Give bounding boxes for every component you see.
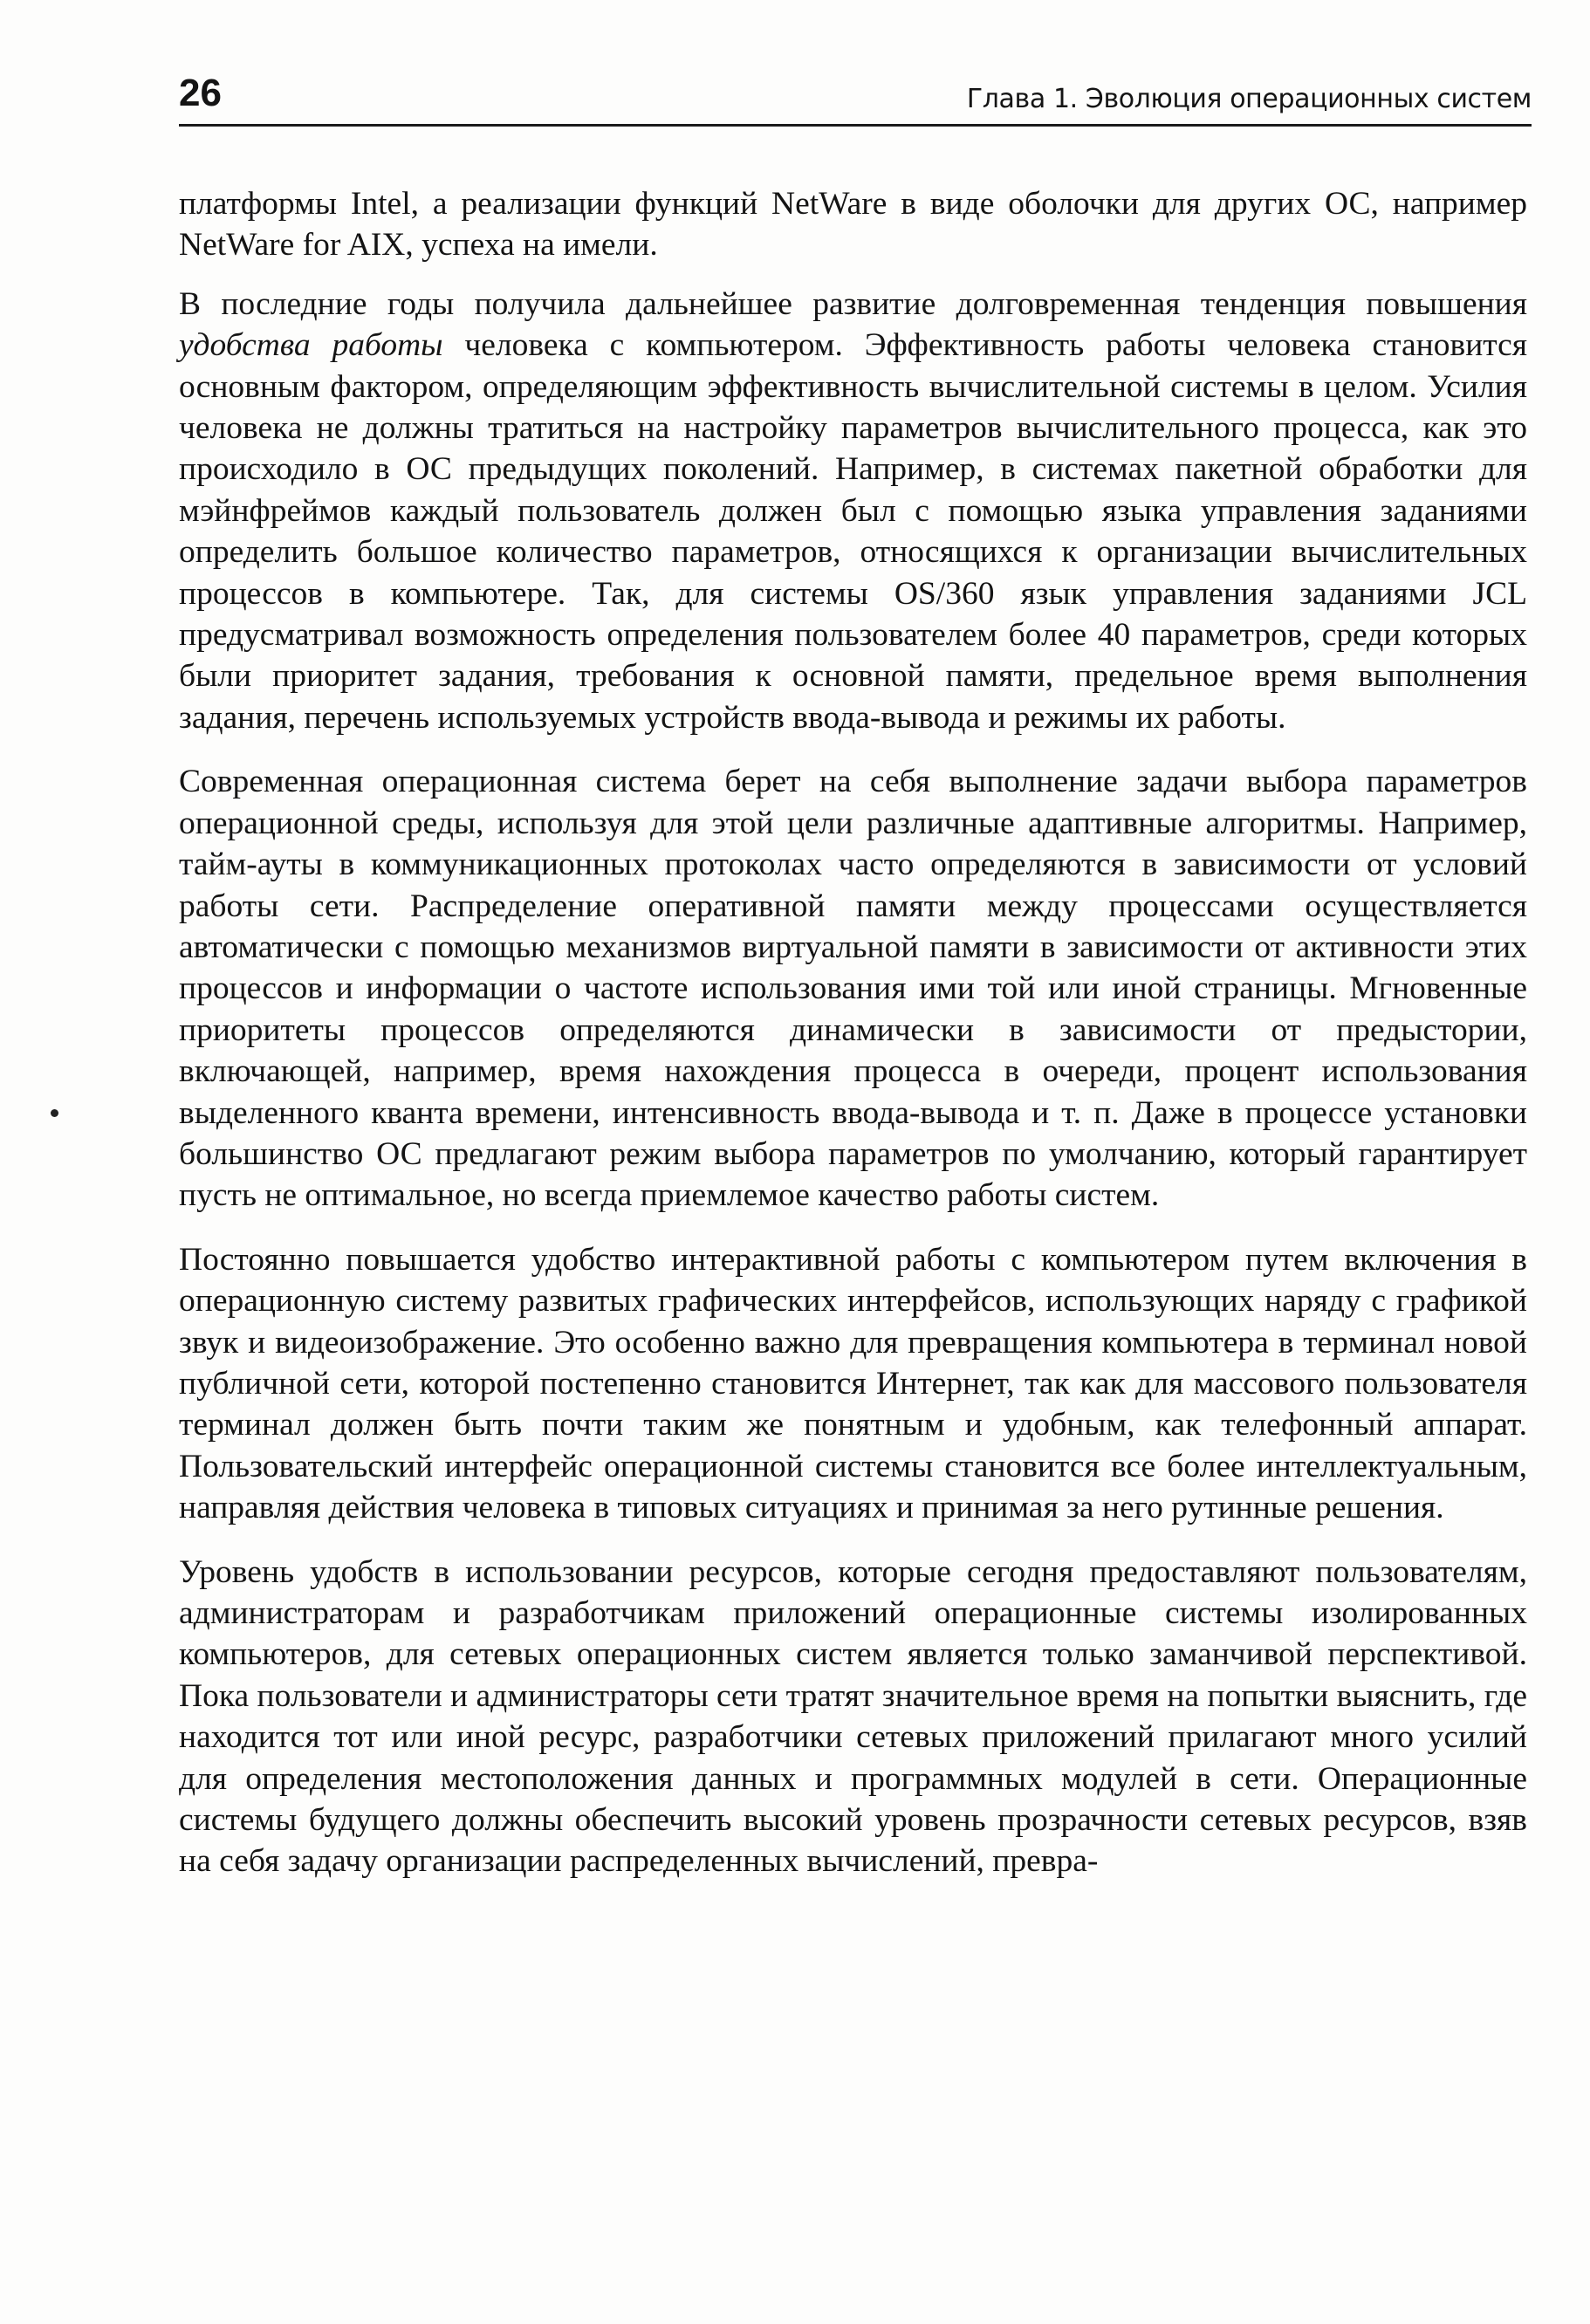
- paragraph-text-start: В последние годы получила дальнейшее развитие долговременная тенденция повышения: [179, 285, 1527, 322]
- body-text: [179, 183, 1527, 1905]
- emphasis-term: удобства работы: [179, 327, 443, 364]
- page-number: 26: [179, 72, 222, 114]
- margin-dot: [51, 1109, 58, 1117]
- paragraph-text-end: человека с компьютером. Эффективность работы человека становится основным фактором, определяющим эффективность вычислительной системы в целом. Усилия человека не должны тратиться на настройку параметров вычислительного процесса, как это происходило в ОС предыдущих поколений. Например, в системах пакетной обработки для мэйнфреймов каждый пользователь должен был с помощью языка управления заданиями определить большое количество параметров, относящихся к организации вычислительных процессов в компьютере. Так, для системы OS/360 язык управления заданиями JCL предусматривал возможность определения пользователем более 40 параметров, среди которых были приоритет задания, требования к основной памяти, предельное время выполнения задания, перечень используемых устройств ввода-вывода и режимы их работы.: [179, 327, 1527, 736]
- paragraph-adaptive-algorithms: Современная операционная система берет на себя выполнение задачи выбора параметров операционной среды, используя для этой цели различные адаптивные алгоритмы. Например, тайм-ауты в коммуникационных протоколах часто определяются в зависимости от условий работы сети. Распределение оперативной памяти между процессами осуществляется автоматически с помощью механизмов виртуальной памяти в зависимости от активности этих процессов и информации о частоте использования ими той или иной страницы. Мгновенные приоритеты процессов определяются динамически в зависимости от предыстории, включающей, например, время нахождения процесса в очереди, процент использования выделенного кванта времени, интенсивность ввода-вывода и т. п. Даже в процессе установки большинство ОС предлагают режим выбора параметров по умолчанию, который гарантирует пусть не оптимальное, но всегда приемлемое качество работы систем.: [179, 764, 1527, 1214]
- paragraph-continued: платформы Intel, а реализации функций NetWare в виде оболочки для других ОС, например NetWare for AIX, успеха на имели.: [179, 186, 1527, 264]
- running-head: Глава 1. Эволюция операционных систем: [966, 84, 1532, 114]
- page-header: [179, 68, 1532, 127]
- paragraph-graphical-interfaces: Постоянно повышается удобство интерактивной работы с компьютером путем включения в операционную систему развитых графических интерфейсов, использующих наряду с графикой звук и видеоизображение. Это особенно важно для превращения компьютера в терминал новой публичной сети, которой постепенно становится Интернет, так как для массового пользователя терминал должен быть почти таким же понятным и удобным, как телефонный аппарат. Пользовательский интерфейс операционной системы становится все более интеллектуальным, направляя действия человека в типовых ситуациях и принимая за него рутинные решения.: [179, 1241, 1527, 1526]
- paragraph-usability-trend: [179, 284, 1527, 738]
- paragraph-network-transparency: Уровень удобств в использовании ресурсов, которые сегодня предоставляют пользователям, администраторам и разработчикам приложений операционные системы изолированных компьютеров, для сетевых операционных систем является только заманчивой перспективой. Пока пользователи и администраторы сети тратят значительное время на попытки выяснить, где находится тот или иной ресурс, разработчики сетевых приложений прилагают много усилий для определения местоположения данных и программных модулей в сети. Операционные системы будущего должны обеспечить высокий уровень прозрачности сетевых ресурсов, взяв на себя задачу организации распределенных вычислений, превра-: [179, 1553, 1527, 1880]
